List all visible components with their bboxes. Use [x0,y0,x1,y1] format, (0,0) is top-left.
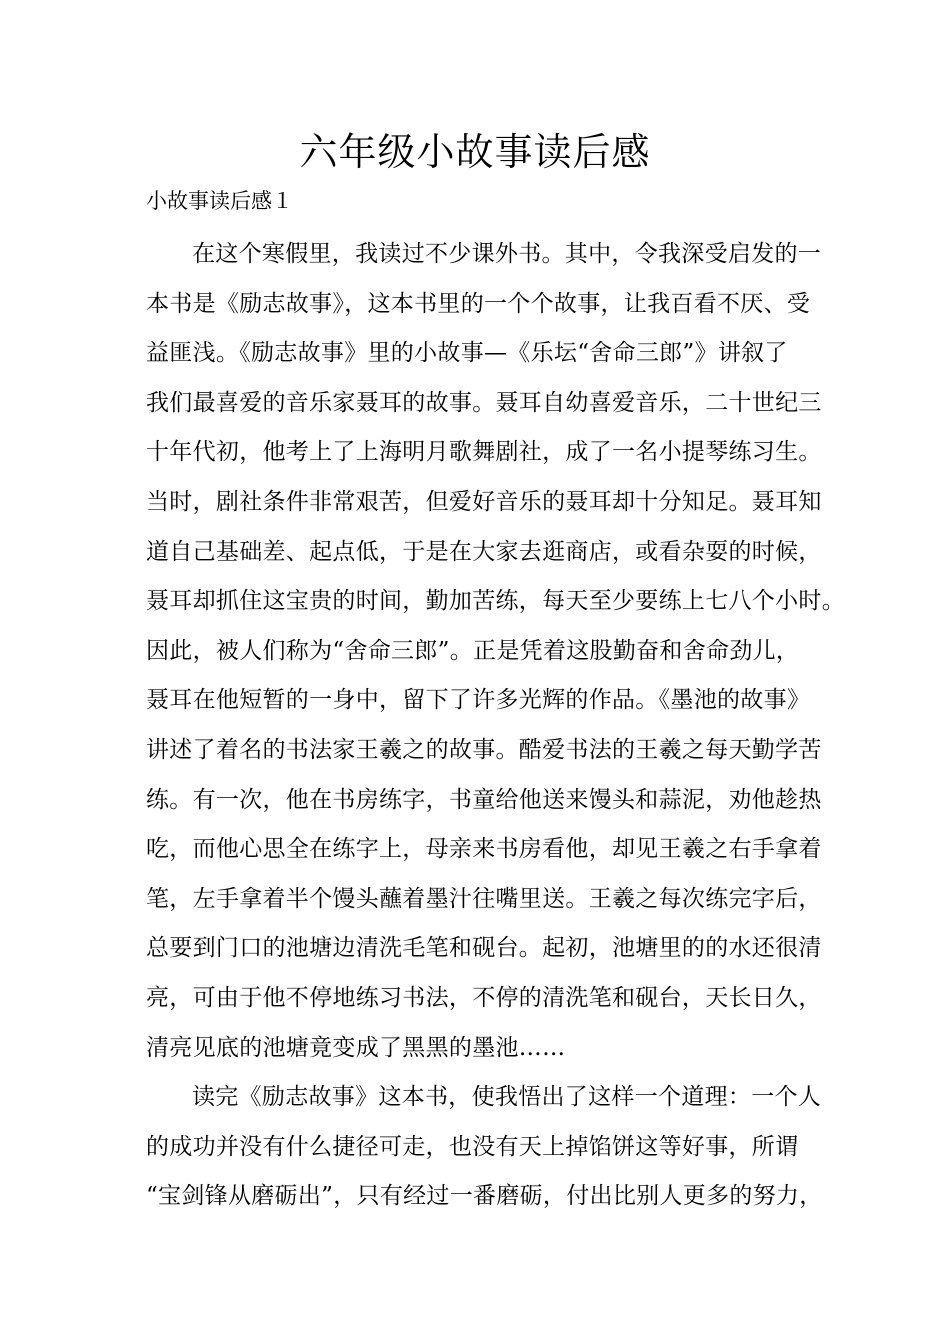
section-heading: 小故事读后感１ [146,189,293,213]
text-line: 总要到门口的池塘边清洗毛笔和砚台。起初，池塘里的的水还很清 [146,935,822,962]
paragraph-2 [146,1073,826,1222]
text-line: 讲述了着名的书法家王羲之的故事。酷爱书法的王羲之每天勤学苦 [146,736,822,763]
text-line: 亮，可由于他不停地练习书法，不停的清洗笔和砚台，天长日久， [146,984,822,1011]
text-line: 我们最喜爱的音乐家聂耳的故事。聂耳自幼喜爱音乐，二十世纪三 [146,389,822,416]
text-line: 练。有一次，他在书房练字，书童给他送来馒头和蒜泥，劝他趁热 [146,786,822,813]
paragraph-1 [146,230,845,1073]
text-line: 当时，剧社条件非常艰苦，但爱好音乐的聂耳却十分知足。聂耳知 [146,488,822,515]
text-line: 益匪浅。《励志故事》里的小故事—《乐坛“舍命三郎”》讲叙了 [146,340,788,367]
text-line: 吃，而他心思全在练字上，母亲来书房看他，却见王羲之右手拿着 [146,836,822,863]
text-line: 道自己基础差、起点低，于是在大家去逛商店，或看杂耍的时候， [146,538,822,565]
text-line: 十年代初，他考上了上海明月歌舞剧社，成了一名小提琴练习生。 [146,439,822,466]
document-body [146,230,845,1222]
text-line: 的成功并没有什么捷径可走，也没有天上掉馅饼这等好事，所谓 [146,1133,799,1160]
text-line: 笔，左手拿着半个馒头蘸着墨汁往嘴里送。王羲之每次练完字后， [146,885,822,912]
text-line: 读完《励志故事》这本书，使我悟出了这样一个道理：一个人 [192,1084,822,1111]
text-line: 聂耳却抓住这宝贵的时间，勤加苦练，每天至少要练上七八个小时。 [146,588,845,615]
text-line: 在这个寒假里，我读过不少课外书。其中，令我深受启发的一 [192,241,822,267]
text-line: 本书是《励志故事》，这本书里的一个个故事，让我百看不厌、受 [146,290,811,317]
text-line: 因此，被人们称为“舍命三郎”。正是凭着这股勤奋和舍命劲儿， [146,637,800,664]
document-title: 六年级小故事读后感 [299,130,651,174]
text-line: 清亮见底的池塘竟变成了黑黑的墨池…… [146,1034,566,1061]
text-line: 聂耳在他短暂的一身中，留下了许多光辉的作品。《墨池的故事》 [146,687,811,714]
text-line: “宝剑锋从磨砺出”，只有经过一番磨砺，付出比别人更多的努力， [146,1183,823,1210]
